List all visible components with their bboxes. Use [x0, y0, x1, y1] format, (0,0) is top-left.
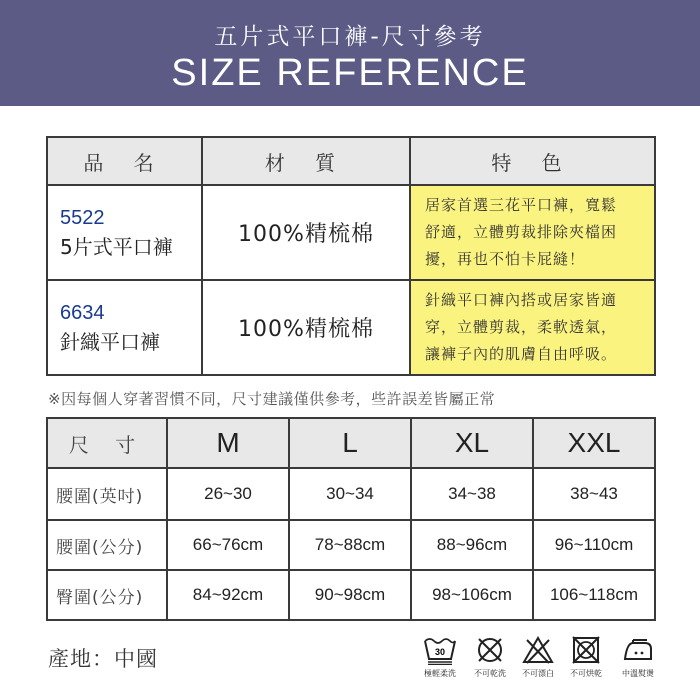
- measure-value: 88~96cm: [411, 520, 533, 570]
- product-code: 6634: [60, 301, 105, 324]
- product-row: [47, 280, 655, 375]
- header-product-name: 品 名: [47, 137, 202, 185]
- wash-temp: 30: [434, 647, 446, 657]
- size-xxl: XXL: [533, 418, 655, 468]
- feature-line: 針織平口褲內搭或居家皆適: [425, 291, 618, 309]
- measure-label: 臀圍(公分): [47, 570, 167, 620]
- product-feature: [410, 185, 655, 280]
- product-name: 針織平口褲: [60, 329, 160, 354]
- measure-value: 96~110cm: [533, 520, 655, 570]
- size-table: [46, 417, 656, 621]
- product-name-cell: [47, 185, 202, 280]
- product-material: 100%精梳棉: [202, 280, 410, 375]
- no-tumble-dry-icon: [475, 635, 505, 665]
- product-material: 100%精梳棉: [202, 185, 410, 280]
- care-item-no-dryer: [566, 635, 606, 679]
- measure-value: 98~106cm: [411, 570, 533, 620]
- measure-value: 84~92cm: [167, 570, 289, 620]
- feature-line: 居家首選三花平口褲，寬鬆: [425, 196, 618, 214]
- care-item-wash: [418, 635, 462, 679]
- size-row: [47, 570, 655, 620]
- care-label: 中溫熨燙: [622, 669, 654, 678]
- product-code: 5522: [60, 206, 105, 229]
- care-item-no-bleach: [518, 635, 558, 679]
- measure-value: 30~34: [289, 468, 411, 520]
- feature-line: 讓褲子內的肌膚自由呼吸。: [425, 345, 618, 363]
- size-l: L: [289, 418, 411, 468]
- product-table-header: [47, 137, 655, 185]
- size-table-header: [47, 418, 655, 468]
- iron-low-icon: [621, 635, 655, 665]
- measure-value: 38~43: [533, 468, 655, 520]
- measure-value: 66~76cm: [167, 520, 289, 570]
- product-feature: [410, 280, 655, 375]
- size-disclaimer-note: ※因每個人穿著習慣不同，尺寸建議僅供參考，些許誤差皆屬正常: [48, 390, 496, 408]
- care-label: 不可漂白: [522, 669, 554, 678]
- page-subtitle: SIZE REFERENCE: [171, 52, 529, 94]
- measure-value: 90~98cm: [289, 570, 411, 620]
- feature-line: 擾，再也不怕卡屁縫！: [425, 250, 586, 268]
- care-item-iron: [616, 635, 660, 679]
- measure-value: 26~30: [167, 468, 289, 520]
- size-xl: XL: [411, 418, 533, 468]
- measure-label: 腰圍(公分): [47, 520, 167, 570]
- measure-value: 34~38: [411, 468, 533, 520]
- header-feature: 特 色: [410, 137, 655, 185]
- measure-label: 腰圍(英吋): [47, 468, 167, 520]
- page-title: 五片式平口褲-尺寸參考: [214, 24, 486, 50]
- product-table: [46, 136, 656, 376]
- feature-line: 穿，立體剪裁，柔軟透氣，: [425, 318, 618, 336]
- feature-line: 舒適，立體剪裁排除夾檔困: [425, 223, 618, 241]
- product-name-cell: [47, 280, 202, 375]
- care-label: 極輕柔洗: [424, 669, 456, 678]
- header-size-label: 尺 寸: [47, 418, 167, 468]
- header-material: 材 質: [202, 137, 410, 185]
- size-row: [47, 520, 655, 570]
- size-m: M: [167, 418, 289, 468]
- banner-header: [0, 0, 700, 106]
- measure-value: 106~118cm: [533, 570, 655, 620]
- no-dryer-icon: [571, 635, 601, 665]
- product-name: 5片式平口褲: [60, 234, 173, 259]
- wash-30-gentle-icon: [422, 635, 458, 665]
- origin-label: 產地：中國: [48, 647, 158, 671]
- measure-value: 78~88cm: [289, 520, 411, 570]
- care-item-no-dry-clean: [470, 635, 510, 679]
- care-label: 不可乾洗: [474, 669, 506, 678]
- size-row: [47, 468, 655, 520]
- product-row: [47, 185, 655, 280]
- care-label: 不可烘乾: [570, 669, 602, 678]
- no-bleach-icon: [522, 635, 554, 665]
- care-instructions: [418, 635, 668, 690]
